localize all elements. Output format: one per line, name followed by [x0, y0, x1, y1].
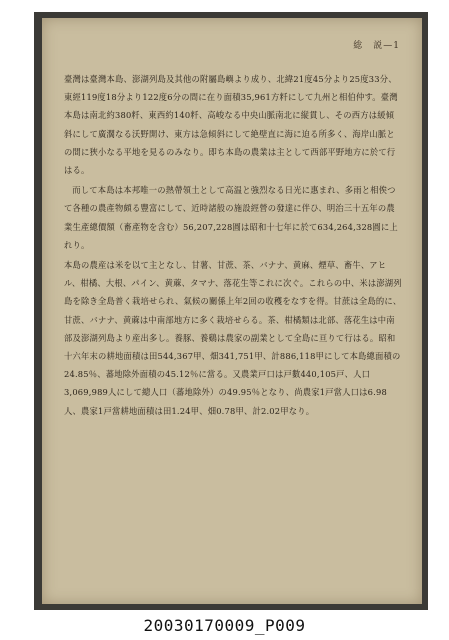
paragraph-1: 臺灣は臺灣本島、澎湖列島及其他の附屬島嶼より成り、北緯21度45分より25度33分、東經119度18分より122度6分の間に在り面積35,961方粁にして九州と相伯仲す。臺灣本島は南北約380粁、東西約140粁、高峻なる中央山脈南北に縦貫し、その西方は緩傾斜にして廣濶なる沃野開け、東方は急傾斜にして絶壁直に海に迫る所多く、海岸山脈との間に狹小なる平地を見るのみなり。即ち本島の農業は主として西部平野地方に於て行はる。: [64, 74, 398, 176]
document-page: [42, 18, 422, 604]
paragraph-3: 本島の農産は米を以て主となし、甘薯、甘蔗、茶、バナナ、黄麻、煙草、畜牛、アヒル、柑橘、大根、パイン、黄蔴、タマナ、落花生等これに次ぐ。これらの中、米は澎湖列島を除き全島普く栽培せられ、氣候の關係上年2回の收穫をなすを得。甘蔗は全島的に、甘蔗、バナナ、黄蔴は中南部地方に多く栽培せらる。茶、柑橘類は北部、落花生は中南部及澎湖列島より産出多し。養豚、養鷄は農家の副業として全島に亘りて行はる。昭和十六年末の耕地面積は田544,367甲、畑341,751甲、計886,118甲にして本島總面積の24.85％、蕃地除外面積の45.12％に當る。又農業戸口は戸數440,105戸、人口3,069,989人にして總人口（蕃地除外）の49.95％となり、尚農家1戸當人口は6.98人、農家1戸當耕地面積は田1.24甲、畑0.78甲、計2.02甲なり。: [64, 260, 402, 416]
paragraph-2: 而して本島は本邦唯一の熱帶領土として高温と強烈なる日光に惠まれ、多雨と相俟つて各種の農產物頗る豐富にして、近時諸般の施設經營の發達に伴ひ、明治三十五年の農業生產總價額（畜產物を含む）56,207,228圓は昭和十七年に於て634,264,328圓に上れり。: [64, 185, 398, 250]
image-id-caption: 20030170009_P009: [143, 616, 306, 635]
running-head: 総 説—1: [353, 41, 400, 51]
body-text: [64, 70, 402, 422]
